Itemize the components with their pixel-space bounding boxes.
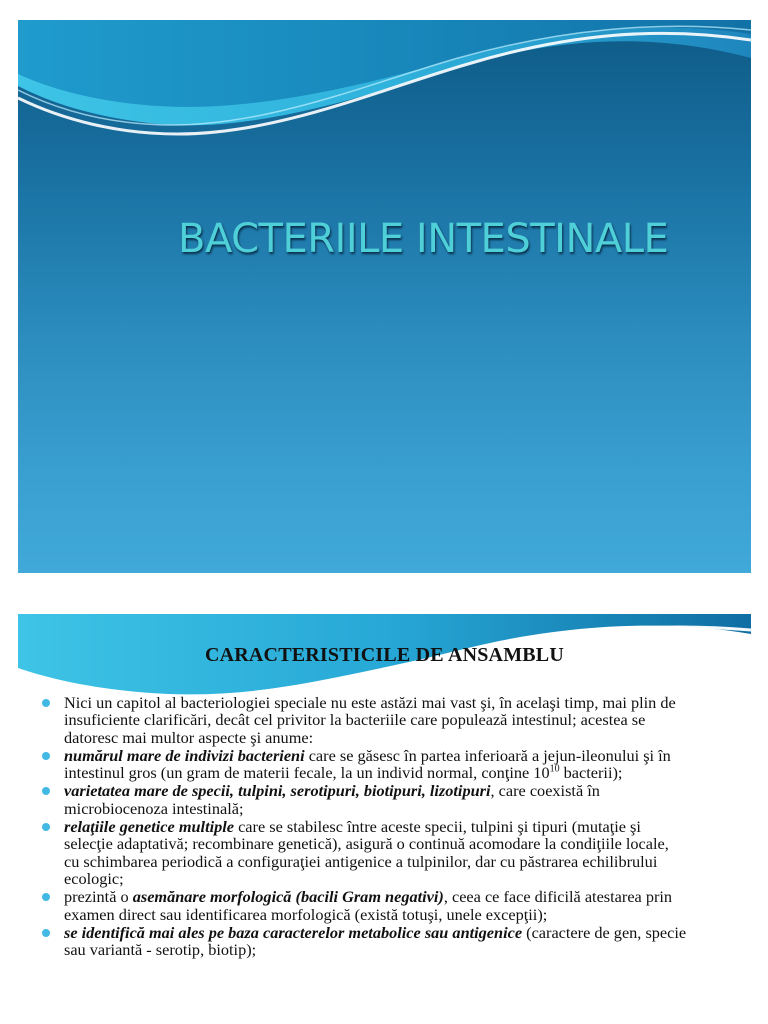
content-slide	[18, 614, 751, 1024]
title-slide	[18, 20, 751, 573]
item-text: care se stabilesc între aceste specii, tulpini şi tipuri (mutaţie şi selecţie adaptativă; recombinare genetică), asigură o continuă acomodare la condiţiile locale, cu schimbarea periodică a configuraţiei antigenice a tulpinilor, dar cu păstrarea echilibrului ecologic;	[64, 817, 669, 888]
item-text: , care coexistă în microbiocenoza intestinală;	[64, 781, 600, 818]
bullet-icon	[42, 893, 50, 901]
item-text-end: bacterii);	[559, 763, 623, 783]
item-emphasis: asemănare morfologică (bacili Gram negativi)	[132, 887, 444, 907]
item-prefix: prezintă o	[64, 887, 133, 907]
bullet-icon	[42, 929, 50, 937]
list-item	[38, 694, 688, 746]
item-emphasis: numărul mare de indivizi bacterieni	[64, 745, 305, 765]
list-item	[38, 888, 688, 923]
item-text: Nici un capitol al bacteriologiei speciale nu este astăzi mai vast şi, în acelaşi timp, mai plin de insuficiente clarificări, decât cel privitor la bacteriile care populează intestinul; acestea se datoresc mai multor aspecte şi anume:	[64, 693, 676, 747]
item-superscript: 10	[549, 763, 560, 775]
bullet-icon	[42, 699, 50, 707]
item-emphasis: se identifică mai ales pe baza caracterelor metabolice sau antigenice	[64, 922, 523, 942]
list-item	[38, 924, 688, 959]
item-emphasis: varietatea mare de specii, tulpini, serotipuri, biotipuri, lizotipuri	[64, 781, 491, 801]
list-item	[38, 747, 688, 782]
wave-decoration	[18, 20, 751, 160]
item-text: , ceea ce face dificilă atestarea prin examen direct sau identificarea morfologică (există totuşi, unele excepţii);	[64, 887, 673, 924]
slide-title: BACTERIILE INTESTINALE	[178, 216, 669, 262]
bullet-list	[38, 694, 688, 959]
item-text: (caractere de gen, specie sau variantă - serotip, biotip);	[64, 922, 687, 960]
bullet-icon	[42, 787, 50, 795]
slide-heading: CARACTERISTICILE DE ANSAMBLU	[204, 644, 564, 666]
list-item	[38, 818, 688, 887]
bullet-icon	[42, 823, 50, 831]
list-item	[38, 782, 688, 817]
bullet-icon	[42, 752, 50, 760]
item-text: care se găsesc în partea inferioară a jejun-ileonului şi în intestinul gros (un gram de materii fecale, la un individ normal, conţine 10	[64, 745, 671, 783]
item-emphasis: relaţiile genetice multiple	[64, 817, 235, 837]
